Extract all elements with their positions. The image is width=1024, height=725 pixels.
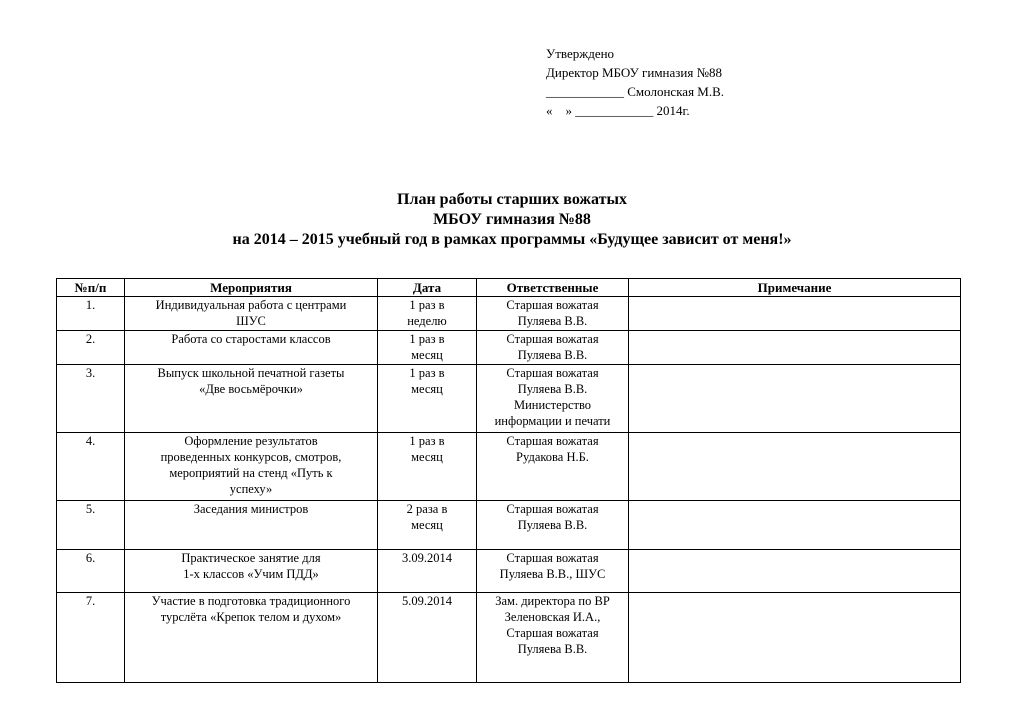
- header-responsible: Ответственные: [477, 279, 629, 297]
- cell-note: [629, 550, 961, 593]
- cell-responsible: Старшая вожатая Пуляева В.В., ШУС: [477, 550, 629, 593]
- cell-date: 1 раз в неделю: [378, 297, 477, 331]
- cell-responsible: Старшая вожатая Пуляева В.В.: [477, 331, 629, 365]
- cell-date: 5.09.2014: [378, 593, 477, 683]
- cell-num: 4.: [57, 433, 125, 501]
- cell-note: [629, 501, 961, 550]
- approval-date: « » ____________ 2014г.: [546, 103, 690, 118]
- cell-note: [629, 365, 961, 433]
- table-header-row: [57, 279, 961, 297]
- cell-date: 1 раз в месяц: [378, 365, 477, 433]
- cell-responsible: Зам. директора по ВР Зеленовская И.А., Старшая вожатая Пуляева В.В.: [477, 593, 629, 683]
- cell-note: [629, 331, 961, 365]
- cell-responsible: Старшая вожатая Пуляева В.В. Министерство информации и печати: [477, 365, 629, 433]
- cell-note: [629, 297, 961, 331]
- header-date: Дата: [378, 279, 477, 297]
- cell-num: 5.: [57, 501, 125, 550]
- cell-event: Выпуск школьной печатной газеты «Две восьмёрочки»: [125, 365, 378, 433]
- document-title: [0, 190, 1024, 250]
- cell-num: 7.: [57, 593, 125, 683]
- title-line-3: на 2014 – 2015 учебный год в рамках программы «Будущее зависит от меня!»: [232, 231, 792, 248]
- cell-event: Практическое занятие для 1-х классов «Учим ПДД»: [125, 550, 378, 593]
- title-line-1: План работы старших вожатых: [397, 191, 627, 208]
- cell-event: Заседания министров: [125, 501, 378, 550]
- table-row: [57, 550, 961, 593]
- header-event: Мероприятия: [125, 279, 378, 297]
- cell-note: [629, 433, 961, 501]
- cell-date: 3.09.2014: [378, 550, 477, 593]
- cell-event: Участие в подготовка традиционного турслёта «Крепок телом и духом»: [125, 593, 378, 683]
- cell-date: 2 раза в месяц: [378, 501, 477, 550]
- cell-event: Индивидуальная работа с центрами ШУС: [125, 297, 378, 331]
- approval-heading: Утверждено: [546, 46, 615, 61]
- cell-num: 1.: [57, 297, 125, 331]
- cell-responsible: Старшая вожатая Пуляева В.В.: [477, 501, 629, 550]
- cell-responsible: Старшая вожатая Пуляева В.В.: [477, 297, 629, 331]
- header-num: №п/п: [57, 279, 125, 297]
- cell-num: 6.: [57, 550, 125, 593]
- approval-director: Директор МБОУ гимназия №88: [546, 65, 723, 80]
- cell-date: 1 раз в месяц: [378, 331, 477, 365]
- cell-event: Работа со старостами классов: [125, 331, 378, 365]
- table-row: [57, 433, 961, 501]
- cell-num: 3.: [57, 365, 125, 433]
- cell-responsible: Старшая вожатая Рудакова Н.Б.: [477, 433, 629, 501]
- cell-note: [629, 593, 961, 683]
- table-row: [57, 331, 961, 365]
- plan-table: [56, 278, 961, 683]
- table-row: [57, 365, 961, 433]
- title-line-2: МБОУ гимназия №88: [433, 211, 591, 228]
- cell-date: 1 раз в месяц: [378, 433, 477, 501]
- cell-num: 2.: [57, 331, 125, 365]
- cell-event: Оформление результатов проведенных конкурсов, смотров, мероприятий на стенд «Путь к успеху»: [125, 433, 378, 501]
- table-row: [57, 501, 961, 550]
- table-row: [57, 297, 961, 331]
- header-note: Примечание: [629, 279, 961, 297]
- approval-block: [546, 44, 724, 120]
- approval-signature: ____________ Смолонская М.В.: [546, 84, 725, 99]
- table-row: [57, 593, 961, 683]
